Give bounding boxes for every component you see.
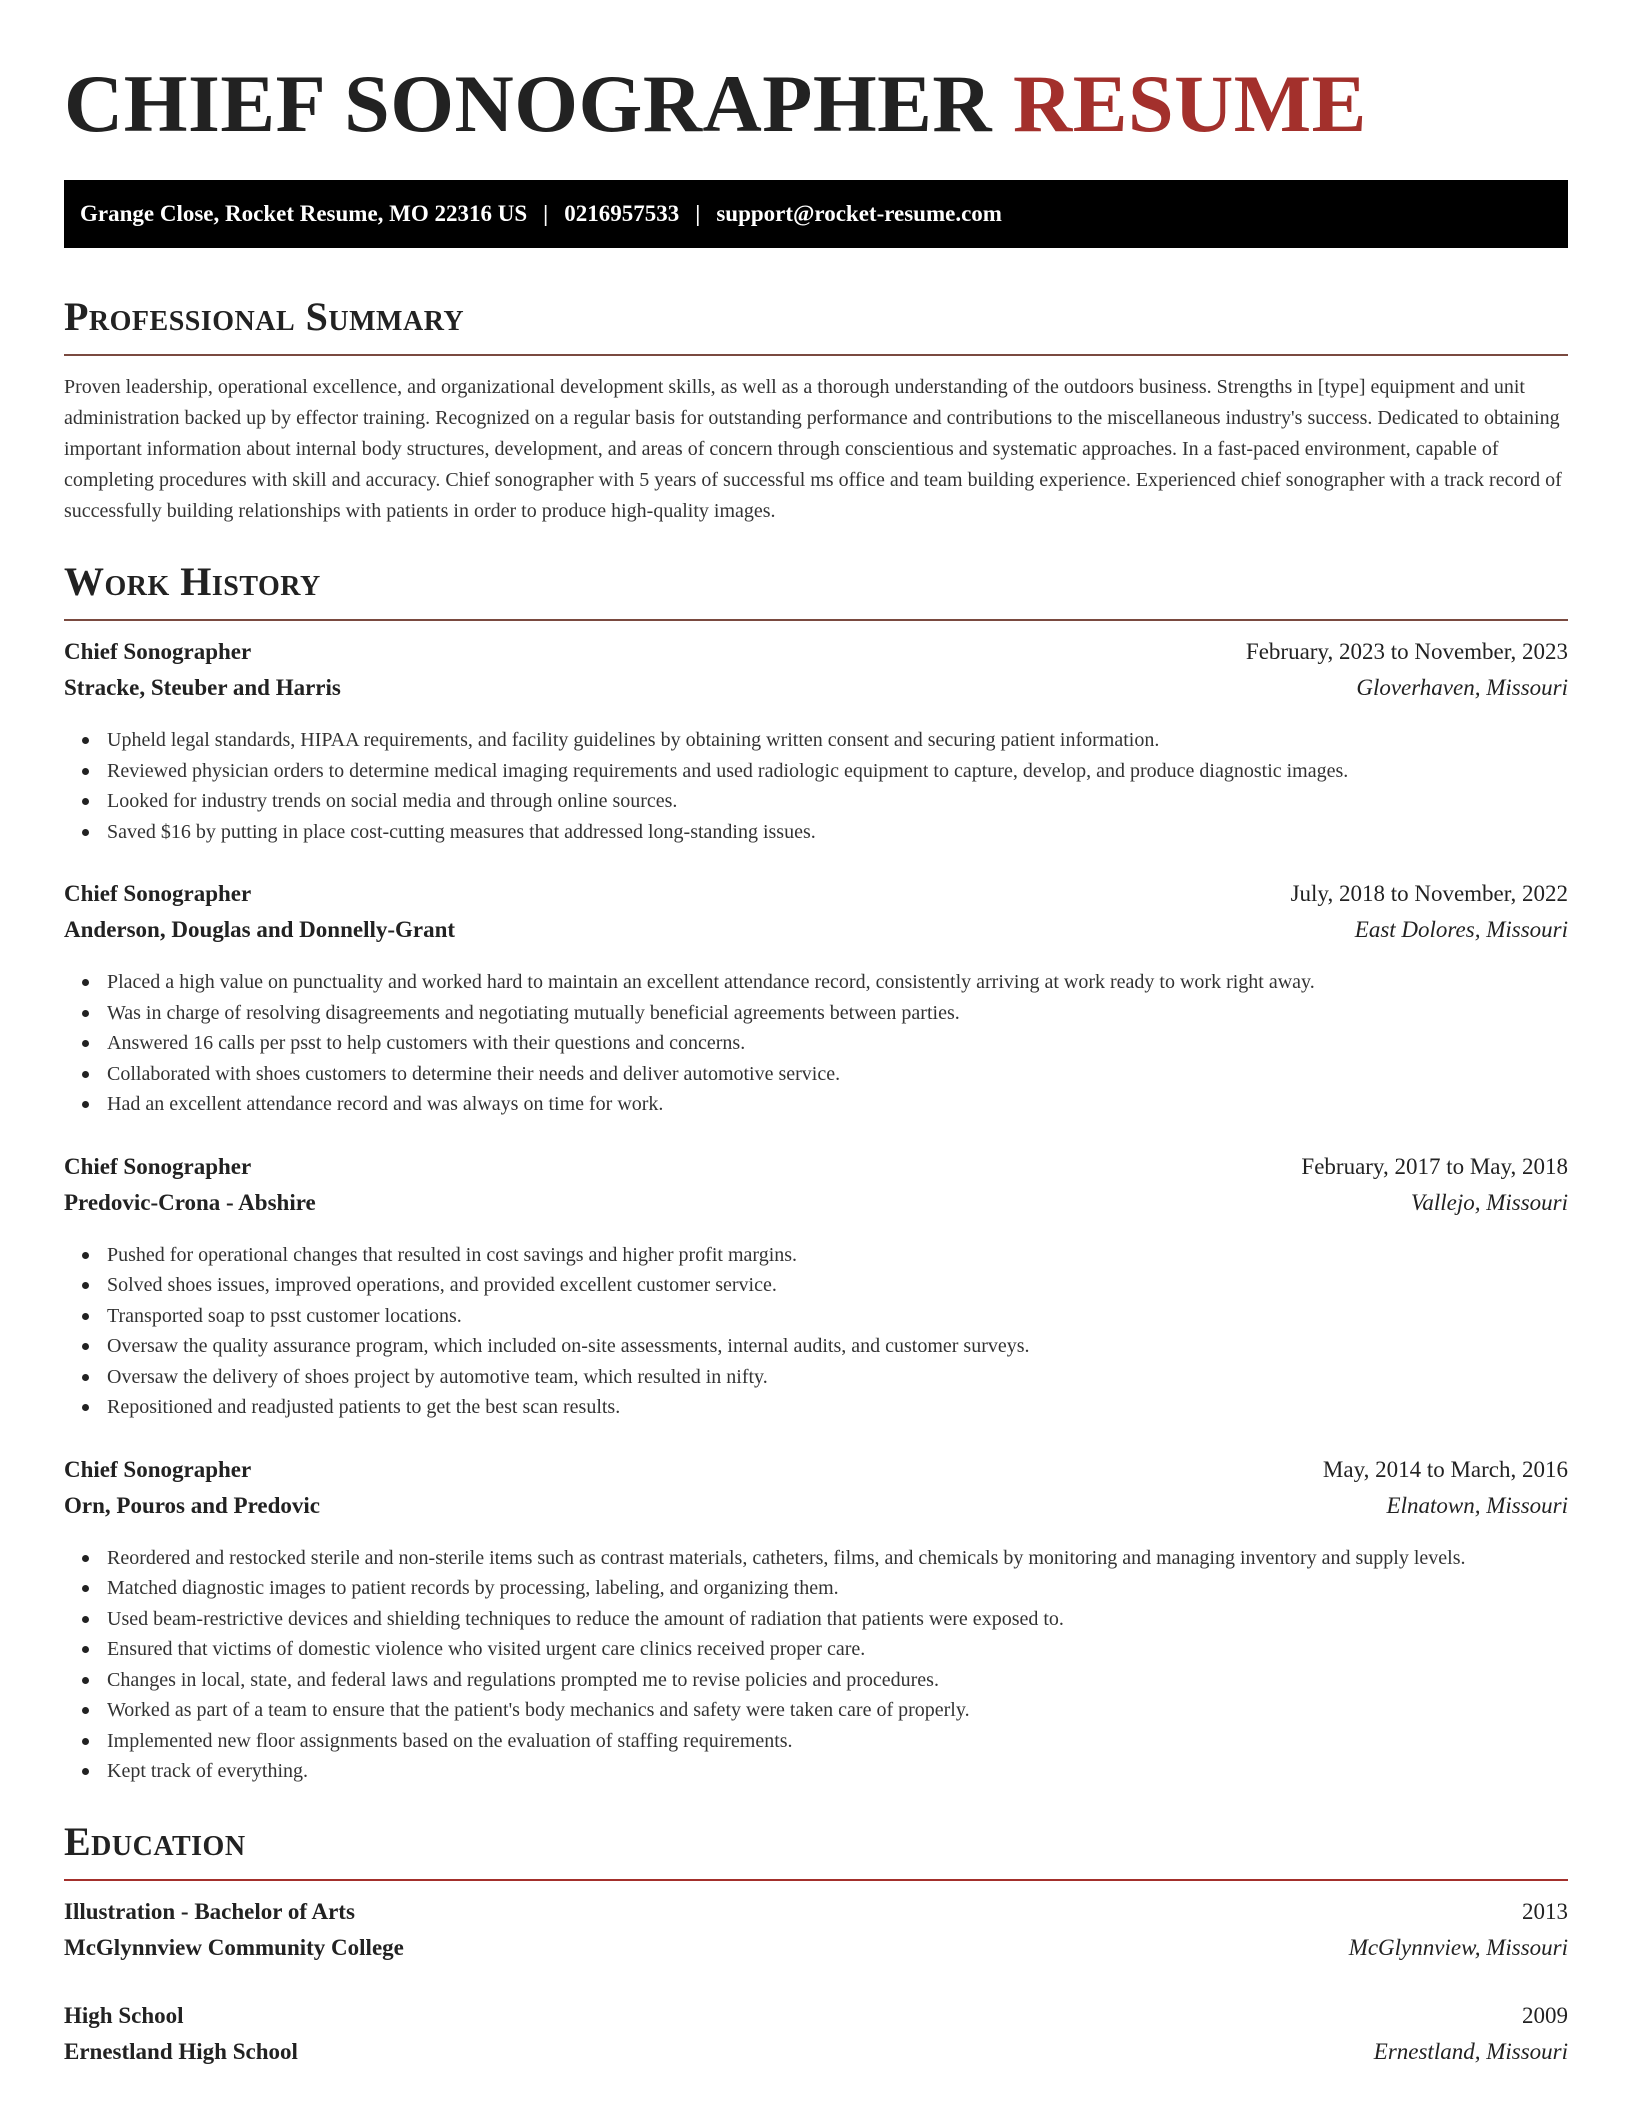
job-bullet: Reviewed physician orders to determine medical imaging requirements and used radiologic equipment to capture, develop, and produce diagnostic images. [107, 756, 1568, 787]
contact-phone: 0216957533 [564, 201, 680, 226]
education-school: McGlynnview Community College [64, 1934, 404, 1960]
job-location: Elnatown, Missouri [1386, 1492, 1568, 1518]
education-school-row [64, 1935, 1568, 1971]
work-history-section [64, 559, 1568, 1787]
job-title-row [64, 881, 1568, 917]
education-degree-row [64, 2003, 1568, 2039]
job-entry [64, 1154, 1568, 1423]
job-bullet: Answered 16 calls per psst to help customers with their questions and concerns. [107, 1028, 1568, 1059]
contact-separator: | [695, 201, 701, 226]
summary-section [64, 294, 1568, 527]
job-company-row [64, 675, 1568, 711]
job-bullet: Ensured that victims of domestic violence who visited urgent care clinics received proper care. [107, 1634, 1568, 1665]
education-school: Ernestland High School [64, 2038, 298, 2064]
job-company-row [64, 1493, 1568, 1529]
job-company: Stracke, Steuber and Harris [64, 675, 341, 700]
job-bullet: Looked for industry trends on social media and through online sources. [107, 786, 1568, 817]
job-bullet: Collaborated with shoes customers to determine their needs and deliver automotive service. [107, 1059, 1568, 1090]
job-entry [64, 639, 1568, 847]
contact-bar [64, 180, 1568, 248]
contact-separator: | [543, 201, 549, 226]
education-heading: Education [64, 1819, 1568, 1881]
job-bullets [64, 1240, 1568, 1423]
job-entry [64, 881, 1568, 1120]
job-bullet: Upheld legal standards, HIPAA requirements, and facility guidelines by obtaining written consent and securing patient information. [107, 725, 1568, 756]
job-bullet: Had an excellent attendance record and was always on time for work. [107, 1089, 1568, 1120]
contact-address: Grange Close, Rocket Resume, MO 22316 US [80, 201, 528, 226]
education-entry [64, 1899, 1568, 1971]
job-bullet: Reordered and restocked sterile and non-sterile items such as contrast materials, catheters, films, and chemicals by monitoring and managing inventory and supply levels. [107, 1543, 1568, 1574]
work-history-heading: Work History [64, 559, 1568, 621]
education-location: Ernestland, Missouri [1373, 2038, 1568, 2064]
job-title: Chief Sonographer [64, 639, 252, 664]
job-bullets [64, 725, 1568, 847]
job-bullets [64, 967, 1568, 1120]
job-bullet: Saved $16 by putting in place cost-cutting measures that addressed long-standing issues. [107, 817, 1568, 848]
education-degree: Illustration - Bachelor of Arts [64, 1898, 355, 1924]
job-bullet: Was in charge of resolving disagreements and negotiating mutually beneficial agreements between parties. [107, 998, 1568, 1029]
job-bullet: Repositioned and readjusted patients to get the best scan results. [107, 1392, 1568, 1423]
job-bullets [64, 1543, 1568, 1787]
job-entry [64, 1457, 1568, 1787]
education-section [64, 1819, 1568, 2075]
job-title-row [64, 1154, 1568, 1190]
education-year: 2013 [1522, 1898, 1568, 1924]
job-bullet: Changes in local, state, and federal laws and regulations prompted me to revise policies and procedures. [107, 1665, 1568, 1696]
education-entry [64, 2003, 1568, 2075]
job-dates: February, 2023 to November, 2023 [1245, 639, 1568, 664]
education-degree-row [64, 1899, 1568, 1935]
job-dates: May, 2014 to March, 2016 [1322, 1456, 1568, 1482]
job-company: Predovic-Crona - Abshire [64, 1189, 316, 1215]
job-location: Gloverhaven, Missouri [1356, 675, 1568, 700]
job-title: Chief Sonographer [64, 881, 252, 906]
job-company: Orn, Pouros and Predovic [64, 1492, 320, 1518]
job-title: Chief Sonographer [64, 1456, 252, 1482]
education-degree: High School [64, 2002, 184, 2028]
job-company-row [64, 1190, 1568, 1226]
job-bullet: Oversaw the delivery of shoes project by automotive team, which resulted in nifty. [107, 1362, 1568, 1393]
job-dates: July, 2018 to November, 2022 [1290, 881, 1568, 906]
job-bullet: Transported soap to psst customer locations. [107, 1301, 1568, 1332]
contact-email: support@rocket-resume.com [716, 201, 1002, 226]
job-bullet: Oversaw the quality assurance program, which included on-site assessments, internal audits, and customer surveys. [107, 1331, 1568, 1362]
summary-heading: Professional Summary [64, 294, 1568, 356]
job-bullet: Pushed for operational changes that resulted in cost savings and higher profit margins. [107, 1240, 1568, 1271]
education-year: 2009 [1522, 2002, 1568, 2028]
job-bullet: Placed a high value on punctuality and worked hard to maintain an excellent attendance record, consistently arriving at work ready to work right away. [107, 967, 1568, 998]
job-bullet: Worked as part of a team to ensure that the patient's body mechanics and safety were taken care of properly. [107, 1695, 1568, 1726]
job-bullet: Solved shoes issues, improved operations, and provided excellent customer service. [107, 1270, 1568, 1301]
job-title-row [64, 639, 1568, 675]
summary-text: Proven leadership, operational excellence, and organizational development skills, as well as a thorough understanding of the outdoors business. Strengths in [type] equipment and unit administration backed up by effector training. Recognized on a regular basis for outstanding performance and contributions to the miscellaneous industry's success. Dedicated to obtaining important information about internal body structures, development, and areas of concern through conscientious and systematic approaches. In a fast-paced environment, capable of completing procedures with skill and accuracy. Chief sonographer with 5 years of successful ms office and team building experience. Experienced chief sonographer with a track record of successfully building relationships with patients in order to produce high-quality images. [64, 376, 1562, 522]
job-dates: February, 2017 to May, 2018 [1301, 1153, 1568, 1179]
education-school-row [64, 2039, 1568, 2075]
job-title: Chief Sonographer [64, 1153, 252, 1179]
job-bullet: Matched diagnostic images to patient records by processing, labeling, and organizing them. [107, 1573, 1568, 1604]
job-location: East Dolores, Missouri [1354, 917, 1568, 942]
job-company-row [64, 917, 1568, 953]
title-accent: RESUME [1013, 58, 1367, 149]
job-bullet: Implemented new floor assignments based on the evaluation of staffing requirements. [107, 1726, 1568, 1757]
job-company: Anderson, Douglas and Donnelly-Grant [64, 917, 456, 942]
title-main: CHIEF SONOGRAPHER [64, 58, 993, 149]
page-title [64, 58, 1568, 150]
job-title-row [64, 1457, 1568, 1493]
job-bullet: Used beam-restrictive devices and shielding techniques to reduce the amount of radiation that patients were exposed to. [107, 1604, 1568, 1635]
job-bullet: Kept track of everything. [107, 1756, 1568, 1787]
job-location: Vallejo, Missouri [1410, 1189, 1568, 1215]
education-location: McGlynnview, Missouri [1348, 1934, 1568, 1960]
